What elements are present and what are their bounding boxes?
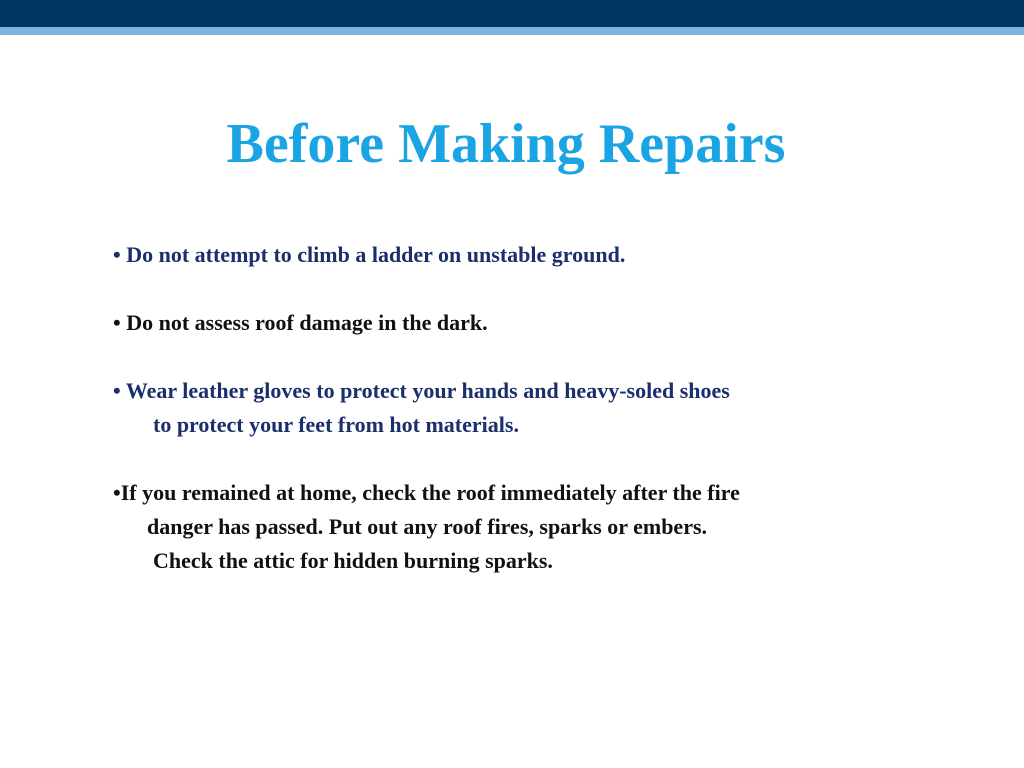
bullet-list — [113, 238, 993, 578]
bullet-text-continued: to protect your feet from hot materials. — [153, 412, 519, 437]
bullet-item-ladder — [113, 238, 993, 272]
top-bar-dark — [0, 0, 1024, 27]
bullet-item-gloves — [113, 374, 993, 442]
bullet-item-home — [113, 476, 993, 578]
bullet-marker: • — [113, 242, 121, 267]
bullet-item-dark — [113, 306, 993, 340]
bullet-text: If you remained at home, check the roof immediately after the fire — [120, 480, 740, 505]
bullet-text: Do not attempt to climb a ladder on unstable ground. — [126, 242, 626, 267]
bullet-marker: • — [113, 480, 121, 505]
bullet-text: Do not assess roof damage in the dark. — [126, 310, 488, 335]
top-bar-light — [0, 27, 1024, 35]
bullet-text-continued: Check the attic for hidden burning sparks. — [153, 548, 553, 573]
bullet-marker: • — [113, 378, 121, 403]
bullet-text: Wear leather gloves to protect your hands and heavy-soled shoes — [125, 378, 730, 403]
bullet-marker: • — [113, 310, 121, 335]
slide-title: Before Making Repairs — [226, 113, 786, 175]
bullet-text-continued: danger has passed. Put out any roof fires, sparks or embers. — [147, 514, 708, 539]
